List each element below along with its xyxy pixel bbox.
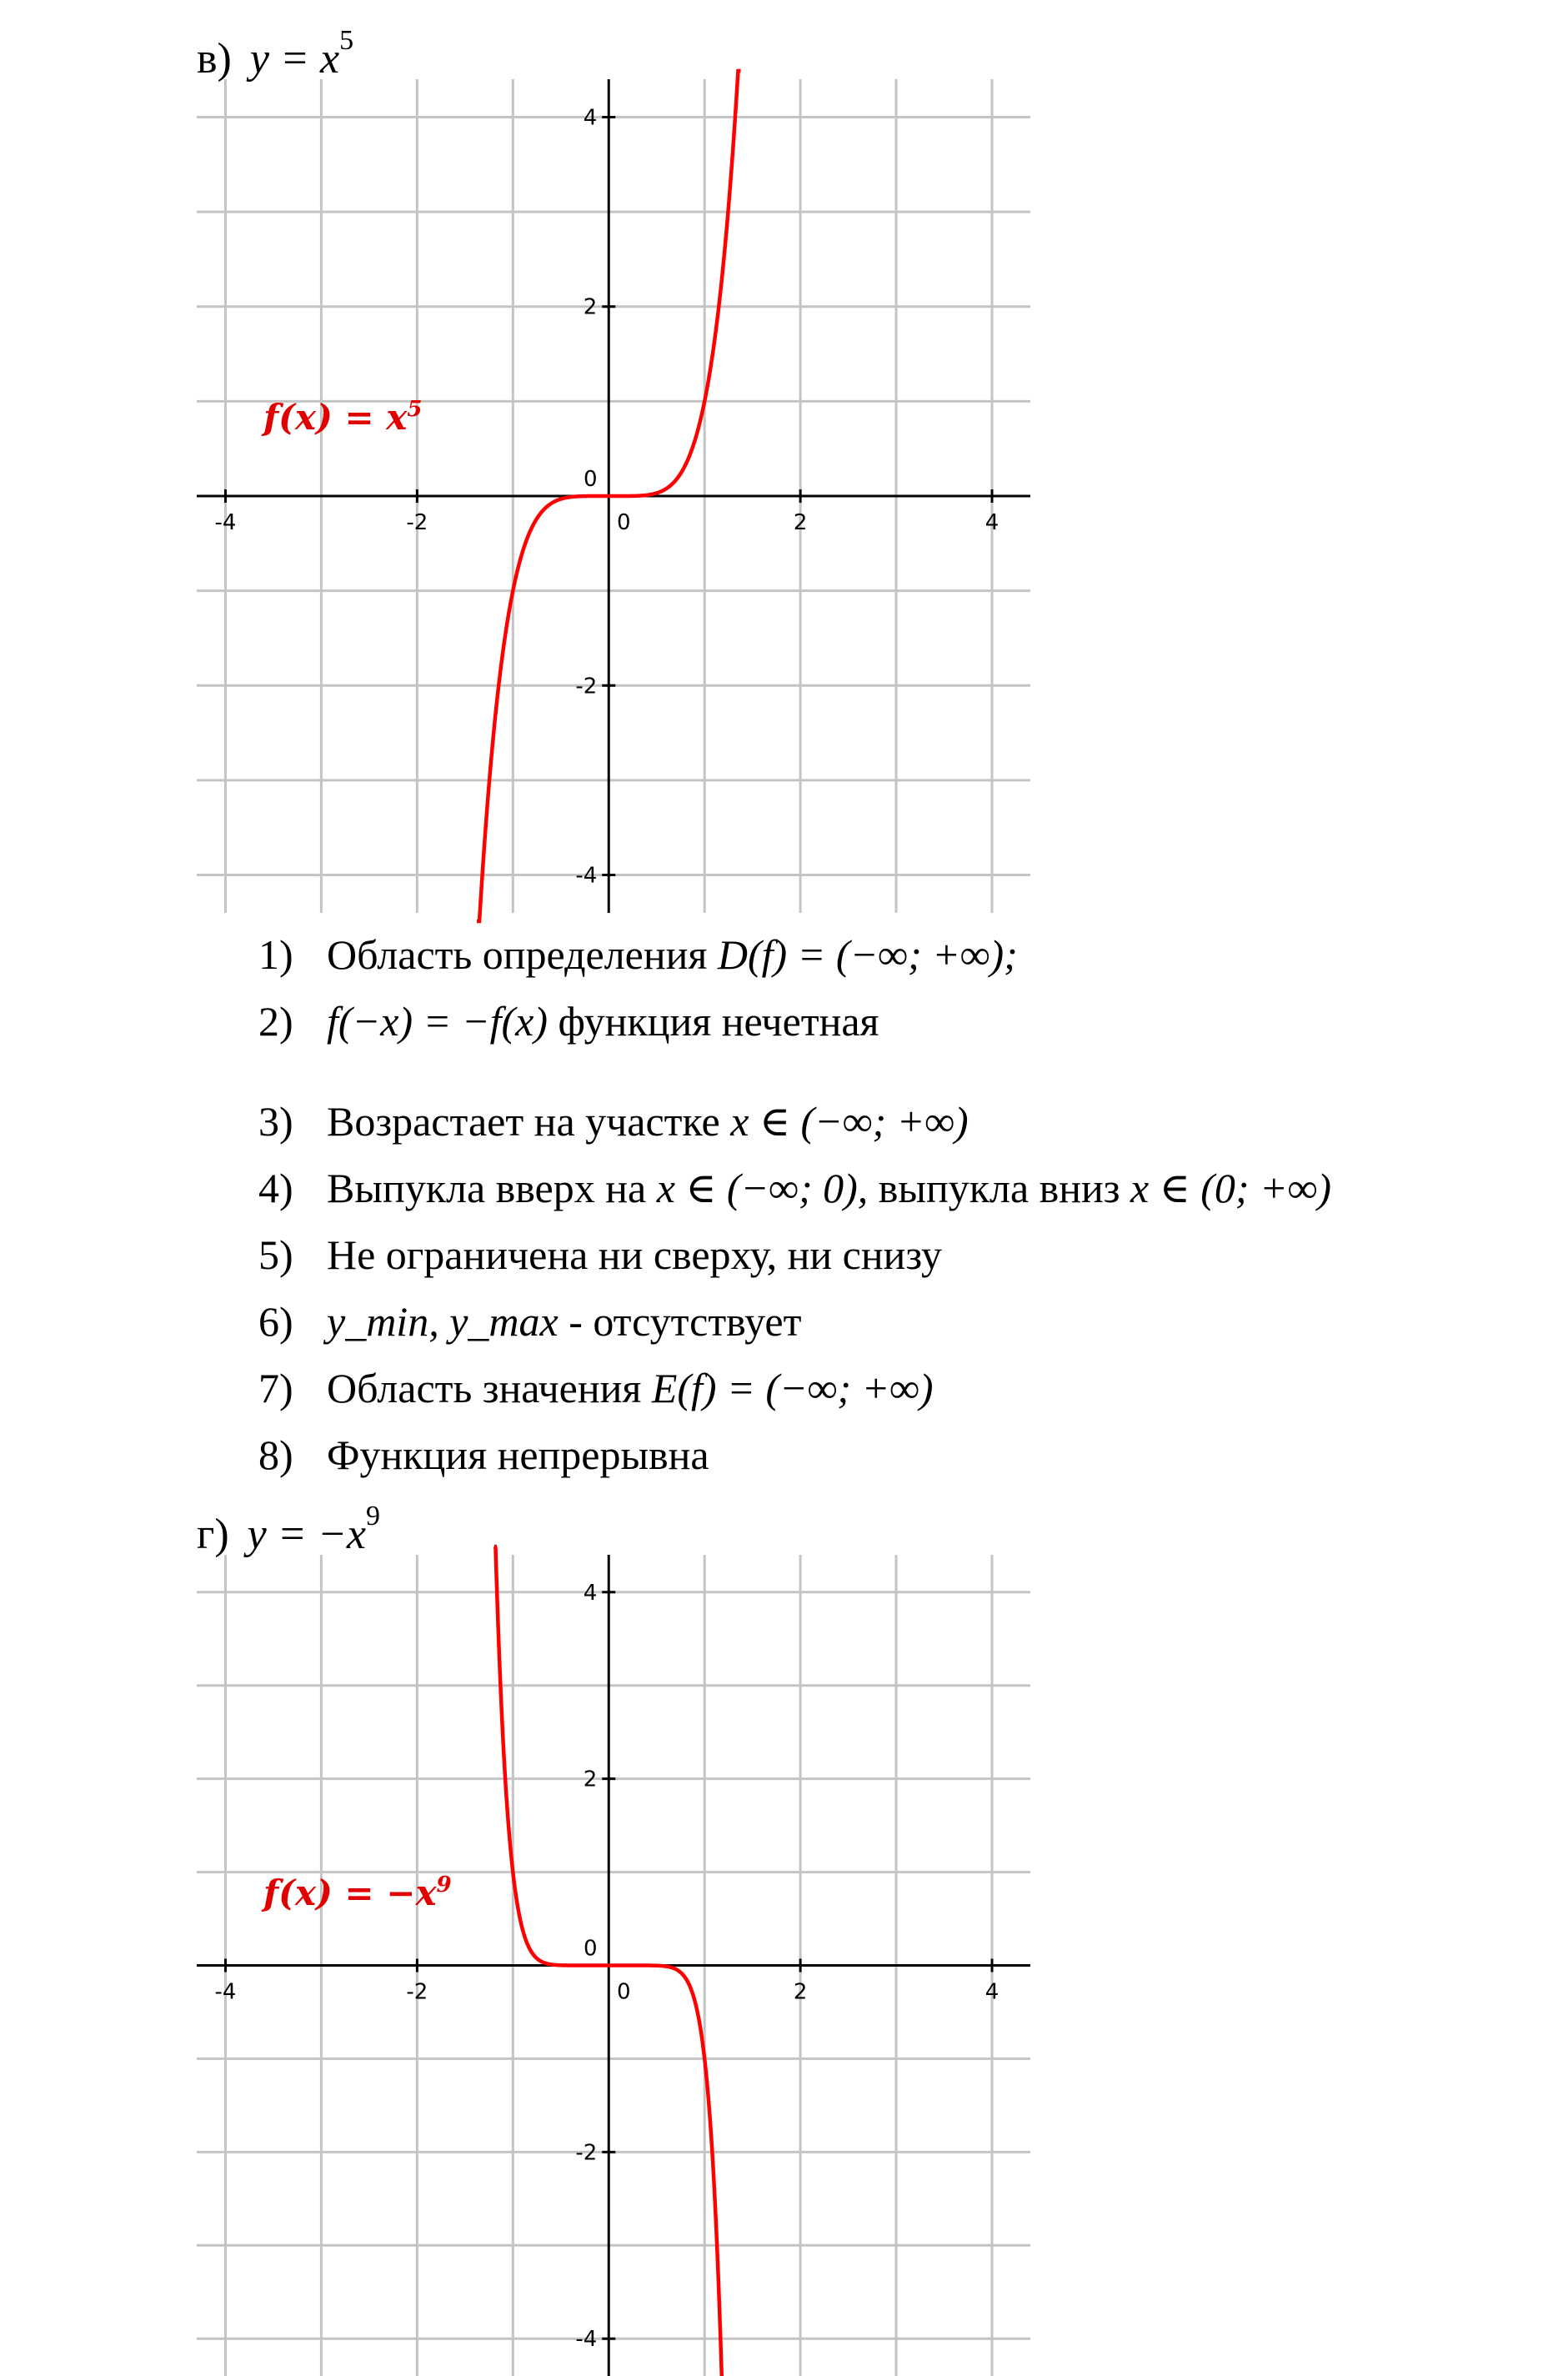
section-d-prefix: г) xyxy=(197,1511,229,1558)
origin-label: 0 xyxy=(583,1936,598,1962)
x-tick-label: 0 xyxy=(616,1979,631,2005)
x-tick-label: 2 xyxy=(793,1979,808,2005)
x-tick-label: -4 xyxy=(214,1979,237,2005)
property-item: 6) y_min, y_max - отсутствует xyxy=(258,1298,802,1345)
section-d-heading xyxy=(197,1501,380,1559)
property-item: 5) Не ограничена ни сверху, ни снизу xyxy=(258,1231,943,1278)
curve-label: $f(x) = x^5$ xyxy=(263,397,423,438)
x-tick-label: -2 xyxy=(406,1979,428,2005)
y-tick-label: 4 xyxy=(583,105,598,131)
plot-minus-x9 xyxy=(197,1555,1030,2376)
property-item: 1) Область определения D(f) = (−∞; +∞); xyxy=(258,931,1018,978)
section-c-exponent: 5 xyxy=(339,25,354,56)
section-c-equation: y = x xyxy=(249,35,340,83)
origin-label: 0 xyxy=(583,467,598,492)
section-c-prefix: в) xyxy=(197,35,232,83)
x-tick-label: 4 xyxy=(984,510,999,535)
y-tick-label: -2 xyxy=(575,674,598,699)
plot-x5 xyxy=(197,79,1030,913)
x-tick-label: 2 xyxy=(793,510,808,535)
property-item: 8) Функция непрерывна xyxy=(258,1431,709,1478)
properties-list xyxy=(258,921,1331,1488)
curve-label: $f(x) = -x^9$ xyxy=(263,1872,452,1913)
y-tick-label: 2 xyxy=(583,1767,598,1792)
x-tick-label: 0 xyxy=(616,510,631,535)
x-tick-label: -4 xyxy=(214,510,237,535)
section-d-equation: y = −x xyxy=(247,1511,366,1558)
x-tick-label: 4 xyxy=(984,1979,999,2005)
x-tick-label: -2 xyxy=(406,510,428,535)
property-item: 7) Область значения E(f) = (−∞; +∞) xyxy=(258,1365,934,1411)
y-tick-label: -4 xyxy=(575,863,598,889)
section-d-exponent: 9 xyxy=(366,1501,380,1531)
property-item: 4) Выпукла вверх на x ∈ (−∞; 0), выпукла вниз x ∈ (0; +∞) xyxy=(258,1165,1332,1211)
y-tick-label: 4 xyxy=(583,1580,598,1606)
section-c-heading xyxy=(197,25,353,83)
y-tick-label: 2 xyxy=(583,294,598,320)
y-tick-label: -4 xyxy=(575,2327,598,2353)
y-tick-label: -2 xyxy=(575,2140,598,2166)
property-item: 2) f(−x) = −f(x) функция нечетная xyxy=(258,998,879,1045)
property-item: 3) Возрастает на участке x ∈ (−∞; +∞) xyxy=(258,1098,969,1145)
